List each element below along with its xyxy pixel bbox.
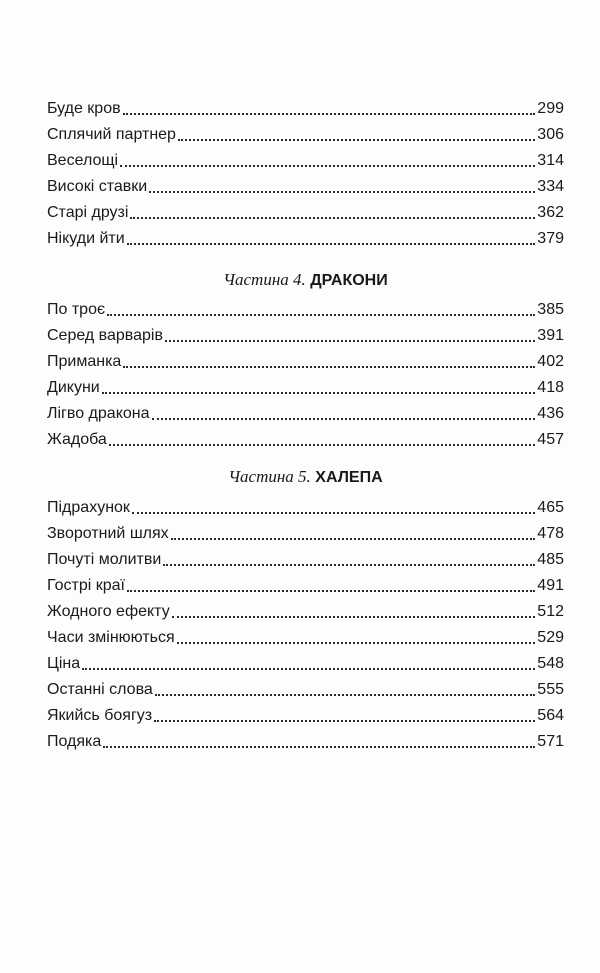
toc-entry-title: Веселощі [47,152,119,169]
toc-entry-page: 334 [537,178,564,195]
toc-entry-title: Подяка [47,733,102,750]
leader-dots [154,719,535,722]
toc-entry-page: 385 [537,301,564,318]
toc-entry [47,346,564,372]
leader-dots [177,641,536,644]
toc-entry-title: Почуті молитви [47,551,162,568]
toc-entry [47,119,564,145]
toc-entry-title: Лігво дракона [47,405,150,422]
toc-entry-title: Ціна [47,655,81,672]
leader-dots [130,216,535,219]
toc-entry [47,171,564,197]
toc-entry-title: Жадоба [47,431,107,448]
toc-entry [47,93,564,119]
toc-entry-title: По троє [47,301,106,318]
toc-entry-title: Буде кров [47,100,121,117]
toc-entry-title: Старі друзі [47,204,129,221]
part-heading-prefix: Частина 5. [228,467,311,486]
toc-entry-title: Якийсь боягуз [47,707,153,724]
leader-dots [109,443,536,446]
toc-entry [47,492,564,518]
toc-entry-title: Підрахунок [47,499,130,516]
toc-entry-title: Серед варварів [47,327,163,344]
leader-dots [82,667,535,670]
toc-entry-title: Останні слова [47,681,153,698]
leader-dots [163,563,535,566]
toc-entry [47,700,564,726]
toc-entry [47,622,564,648]
leader-dots [120,164,535,167]
toc-entry [47,674,564,700]
toc-entry-page: 379 [537,230,564,247]
toc-entry-title: Зворотний шлях [47,525,169,542]
toc-entry-page: 457 [537,431,564,448]
toc-entry-page: 478 [537,525,564,542]
leader-dots [178,138,535,141]
toc-entry-page: 314 [537,152,564,169]
toc-entry-title: Сплячий партнер [47,126,176,143]
toc-entry [47,424,564,450]
toc-entry [47,223,564,249]
toc-entry [47,320,564,346]
toc-entry [47,145,564,171]
leader-dots [149,190,535,193]
toc-entry-title: Гострі краї [47,577,125,594]
toc-entry-page: 485 [537,551,564,568]
toc-entry-page: 571 [537,733,564,750]
toc-entry [47,570,564,596]
toc-entry-page: 491 [537,577,564,594]
part-heading-name: ХАЛЕПА [315,469,383,486]
toc-entry-page: 465 [537,499,564,516]
leader-dots [165,339,535,342]
toc-entry-page: 418 [537,379,564,396]
toc-entry [47,648,564,674]
toc-entry-title: Дикуни [47,379,100,396]
toc-entry-page: 555 [537,681,564,698]
toc-entry [47,518,564,544]
toc-entry [47,544,564,570]
toc-entry-page: 436 [537,405,564,422]
toc-entry [47,398,564,424]
toc-entry-page: 548 [537,655,564,672]
leader-dots [103,745,535,748]
leader-dots [123,365,535,368]
toc-entry-page: 529 [537,629,564,646]
toc-entry-title: Жодного ефекту [47,603,170,620]
leader-dots [132,511,535,514]
toc-entry [47,294,564,320]
toc-entry [47,197,564,223]
toc-entry [47,726,564,752]
leader-dots [102,391,536,394]
toc-entry-title: Високі ставки [47,178,148,195]
toc-entry [47,596,564,622]
part-heading-prefix: Частина 4. [223,270,306,289]
leader-dots [123,112,536,115]
toc-entry-page: 299 [537,100,564,117]
leader-dots [107,313,535,316]
toc-entry-title: Часи змінюються [47,629,175,646]
toc-entry-page: 402 [537,353,564,370]
toc-entry-page: 306 [537,126,564,143]
toc-entry [47,372,564,398]
leader-dots [155,693,536,696]
part-heading-name: ДРАКОНИ [310,272,388,289]
toc-entry-page: 362 [537,204,564,221]
leader-dots [171,537,536,540]
leader-dots [127,242,536,245]
toc-entry-title: Приманка [47,353,122,370]
toc-entry-page: 512 [537,603,564,620]
leader-dots [152,417,536,420]
toc-entry-page: 564 [537,707,564,724]
part-heading [47,467,564,488]
toc-entry-title: Нікуди йти [47,230,125,247]
leader-dots [172,615,536,618]
toc-entry-page: 391 [537,327,564,344]
leader-dots [127,589,535,592]
part-heading [47,270,564,291]
